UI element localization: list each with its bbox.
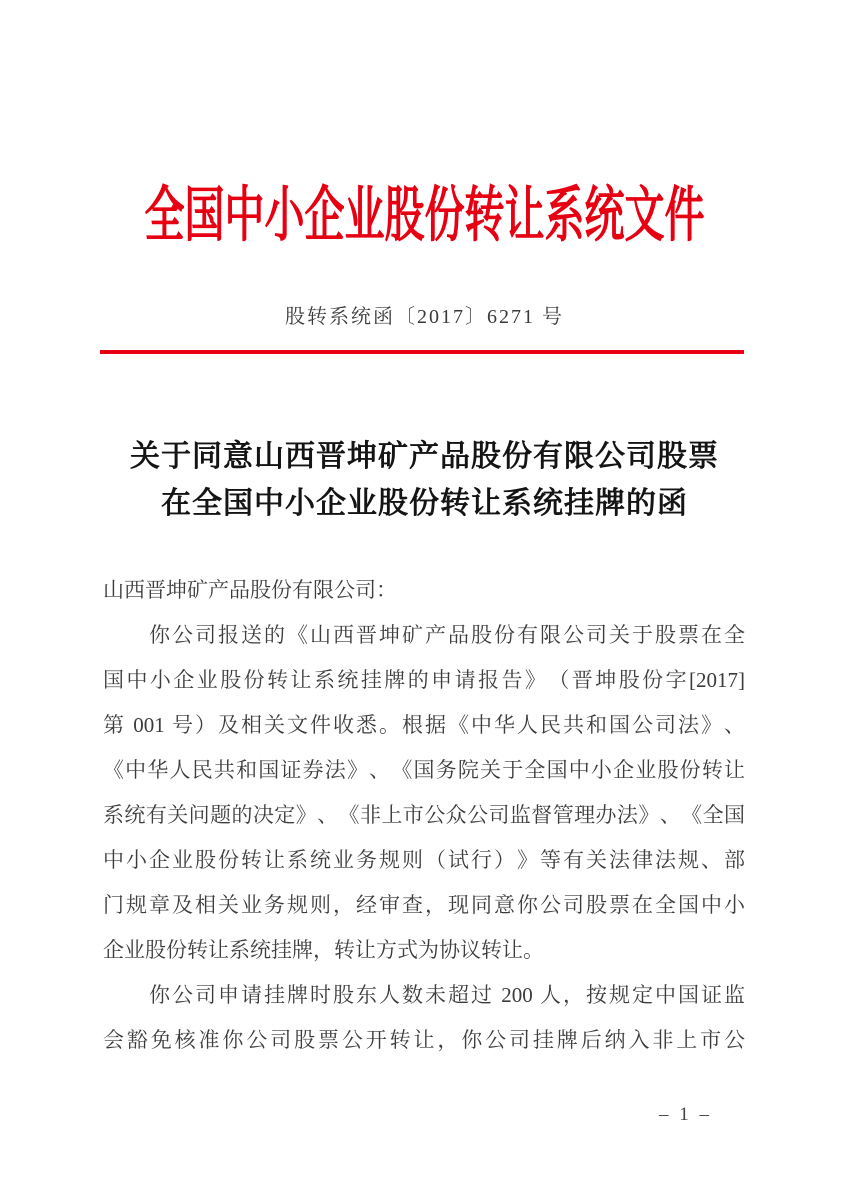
body-line: 系统有关问题的决定》、《非上市公众公司监督管理办法》、《全国 [103,803,745,827]
body-line: 门规章及相关业务规则，经审查，现同意你公司股票在全国中小 [103,893,745,917]
document-title [0,433,849,527]
body-line: 国中小企业股份转让系统挂牌的申请报告》（晋坤股份字[2017] [103,668,745,692]
body-line: 《中华人民共和国证券法》、《国务院关于全国中小企业股份转让 [103,758,745,782]
document-title-line2: 在全国中小企业股份转让系统挂牌的函 [161,487,688,520]
body-line: 中小企业股份转让系统业务规则（试行）》等有关法律法规、部 [103,848,745,872]
document-title-line1: 关于同意山西晋坤矿产品股份有限公司股票 [130,440,719,473]
body-line: 第 001 号）及相关文件收悉。根据《中华人民共和国公司法》、 [103,713,745,737]
document-body [103,568,745,1063]
body-line-salutation: 山西晋坤矿产品股份有限公司： [103,578,397,602]
document-reference-number: 股转系统函〔2017〕6271 号 [285,306,564,328]
body-line: 你公司申请挂牌时股东人数未超过 200 人，按规定中国证监 [103,983,745,1007]
body-line: 会豁免核准你公司股票公开转让，你公司挂牌后纳入非上市公 [103,1028,745,1052]
body-line: 你公司报送的《山西晋坤矿产品股份有限公司关于股票在全 [103,623,745,647]
body-line: 企业股份转让系统挂牌，转让方式为协议转让。 [103,938,544,962]
page-number: – 1 – [659,1104,712,1125]
red-letterhead-title: 全国中小企业股份转让系统文件 [144,181,705,249]
red-divider-line [100,350,744,354]
